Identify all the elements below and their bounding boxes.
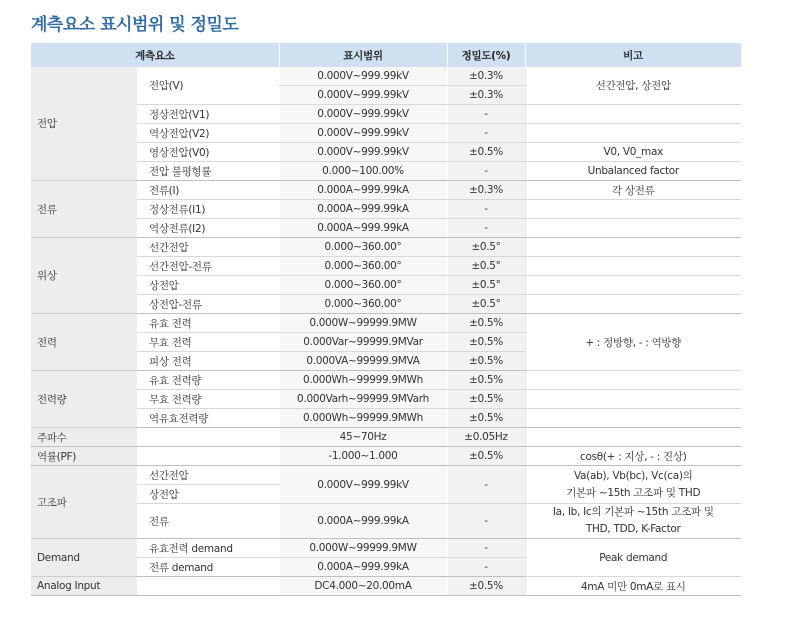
- accuracy-cell: -: [447, 219, 525, 238]
- note-cell: Unbalanced factor: [525, 162, 741, 181]
- category-demand: Demand: [31, 539, 137, 577]
- table-row: [31, 539, 741, 558]
- note-cell: [525, 238, 741, 257]
- range-cell: 0.000VA~99999.9MVA: [279, 352, 447, 371]
- range-cell: 0.000V~999.99kV: [279, 124, 447, 143]
- accuracy-cell: ±0.3%: [447, 67, 525, 86]
- range-cell: 0.000~360.00°: [279, 295, 447, 314]
- table-row: [31, 428, 741, 447]
- range-cell: DC4.000~20.00mA: [279, 577, 447, 596]
- table-row: [31, 504, 741, 539]
- item-label: 정상전류(I1): [137, 200, 279, 219]
- range-cell: 0.000~360.00°: [279, 238, 447, 257]
- header-element: 계측요소: [31, 43, 279, 67]
- note-cell: [525, 276, 741, 295]
- table-row: [31, 200, 741, 219]
- range-cell: 0.000V~999.99kV: [279, 105, 447, 124]
- note-cell: [525, 200, 741, 219]
- table-row: [31, 162, 741, 181]
- accuracy-cell: ±0.5%: [447, 333, 525, 352]
- table-row: [31, 371, 741, 390]
- header-accuracy: 정밀도(%): [447, 43, 525, 67]
- table-row: [31, 390, 741, 409]
- item-label: [137, 428, 279, 447]
- note-cell: + : 정방향, - : 역방향: [525, 314, 741, 371]
- category-voltage: 전압: [31, 67, 137, 181]
- category-analog-input: Analog Input: [31, 577, 137, 596]
- item-label: 상전압: [137, 485, 279, 504]
- range-cell: 0.000V~999.99kV: [279, 143, 447, 162]
- accuracy-cell: -: [447, 105, 525, 124]
- item-label: 역상전압(V2): [137, 124, 279, 143]
- range-cell: -1.000~1.000: [279, 447, 447, 466]
- range-cell: 0.000~360.00°: [279, 276, 447, 295]
- item-label: 피상 전력: [137, 352, 279, 371]
- note-cell: 각 상전류: [525, 181, 741, 200]
- item-label: 선간전압-전류: [137, 257, 279, 276]
- category-power-factor: 역률(PF): [31, 447, 137, 466]
- category-phase: 위상: [31, 238, 137, 314]
- accuracy-cell: ±0.5%: [447, 314, 525, 333]
- range-cell: 45~70Hz: [279, 428, 447, 447]
- item-label: 선간전압: [137, 238, 279, 257]
- table-row: [31, 314, 741, 333]
- range-cell: 0.000A~999.99kA: [279, 200, 447, 219]
- accuracy-cell: -: [447, 162, 525, 181]
- range-cell: 0.000V~999.99kV: [279, 466, 447, 504]
- category-energy: 전력량: [31, 371, 137, 428]
- harmonic-voltage-note-line1: Va(ab), Vb(bc), Vc(ca)의: [573, 469, 693, 482]
- accuracy-cell: ±0.5%: [447, 352, 525, 371]
- item-label: [137, 447, 279, 466]
- item-label: 상전압-전류: [137, 295, 279, 314]
- item-label: 무효 전력량: [137, 390, 279, 409]
- note-cell: [525, 105, 741, 124]
- accuracy-cell: ±0.5°: [447, 238, 525, 257]
- accuracy-cell: ±0.5°: [447, 295, 525, 314]
- note-cell: 4mA 미만 0mA로 표시: [525, 577, 741, 596]
- harmonic-current-note-line1: Ia, Ib, Ic의 기본파 ~15th 고조파 및: [552, 506, 714, 518]
- range-cell: 0.000V~999.99kV: [279, 67, 447, 86]
- category-power: 전력: [31, 314, 137, 371]
- accuracy-cell: ±0.5%: [447, 577, 525, 596]
- harmonic-voltage-note-line2: 기본파 ~15th 고조파 및 THD: [566, 486, 701, 499]
- table-row: [31, 238, 741, 257]
- range-cell: 0.000Varh~99999.9MVarh: [279, 390, 447, 409]
- note-cell: 선간전압, 상전압: [525, 67, 741, 105]
- item-label: 전류 demand: [137, 558, 279, 577]
- table-row: [31, 181, 741, 200]
- range-cell: 0.000V~999.99kV: [279, 86, 447, 105]
- category-current: 전류: [31, 181, 137, 238]
- note-cell: [525, 428, 741, 447]
- header-range: 표시범위: [279, 43, 447, 67]
- range-cell: 0.000W~99999.9MW: [279, 539, 447, 558]
- accuracy-cell: ±0.3%: [447, 86, 525, 105]
- accuracy-cell: ±0.5°: [447, 276, 525, 295]
- item-label: 유효 전력: [137, 314, 279, 333]
- accuracy-cell: -: [447, 539, 525, 558]
- note-cell: [525, 257, 741, 276]
- item-label: 영상전압(V0): [137, 143, 279, 162]
- header-note: 비고: [525, 43, 741, 67]
- note-cell: [525, 124, 741, 143]
- spec-table: [31, 43, 742, 596]
- range-cell: 0.000A~999.99kA: [279, 219, 447, 238]
- note-cell: [525, 409, 741, 428]
- table-row: [31, 219, 741, 238]
- range-cell: 0.000A~999.99kA: [279, 181, 447, 200]
- accuracy-cell: ±0.5%: [447, 371, 525, 390]
- note-cell: [525, 504, 741, 539]
- item-label: 전압(V): [137, 67, 279, 105]
- note-cell: [525, 295, 741, 314]
- note-cell: V0, V0_max: [525, 143, 741, 162]
- accuracy-cell: ±0.5%: [447, 143, 525, 162]
- note-cell: cosθ(+ : 지상, - : 진상): [525, 447, 741, 466]
- range-cell: 0.000Var~99999.9MVar: [279, 333, 447, 352]
- item-label: 역상전류(I2): [137, 219, 279, 238]
- accuracy-cell: ±0.5%: [447, 447, 525, 466]
- table-row: [31, 577, 741, 596]
- accuracy-cell: -: [447, 124, 525, 143]
- table-row: [31, 276, 741, 295]
- range-cell: 0.000A~999.99kA: [279, 558, 447, 577]
- accuracy-cell: ±0.05Hz: [447, 428, 525, 447]
- category-harmonic: 고조파: [31, 466, 137, 539]
- range-cell: 0.000W~99999.9MW: [279, 314, 447, 333]
- page-title: 계측요소 표시범위 및 정밀도: [31, 15, 239, 35]
- harmonic-current-note-line2: THD, TDD, K-Factor: [585, 523, 681, 535]
- table-row: [31, 257, 741, 276]
- item-label: 전류(I): [137, 181, 279, 200]
- range-cell: 0.000A~999.99kA: [279, 504, 447, 539]
- range-cell: 0.000~360.00°: [279, 257, 447, 276]
- accuracy-cell: -: [447, 558, 525, 577]
- note-cell: [525, 390, 741, 409]
- table-row: [31, 409, 741, 428]
- accuracy-cell: -: [447, 504, 525, 539]
- accuracy-cell: -: [447, 466, 525, 504]
- table-row: [31, 124, 741, 143]
- item-label: 역유효전력량: [137, 409, 279, 428]
- table-row: [31, 447, 741, 466]
- category-frequency: 주파수: [31, 428, 137, 447]
- accuracy-cell: ±0.5°: [447, 257, 525, 276]
- table-row: [31, 105, 741, 124]
- item-label: 전압 불평형률: [137, 162, 279, 181]
- item-label: 유효 전력량: [137, 371, 279, 390]
- table-row: [31, 466, 741, 485]
- item-label: 전류: [137, 504, 279, 539]
- item-label: 상전압: [137, 276, 279, 295]
- note-cell: Peak demand: [525, 539, 741, 577]
- accuracy-cell: ±0.5%: [447, 409, 525, 428]
- accuracy-cell: ±0.5%: [447, 390, 525, 409]
- note-cell: [525, 219, 741, 238]
- table-row: [31, 295, 741, 314]
- item-label: 유효전력 demand: [137, 539, 279, 558]
- item-label: 정상전압(V1): [137, 105, 279, 124]
- range-cell: 0.000Wh~99999.9MWh: [279, 409, 447, 428]
- item-label: [137, 577, 279, 596]
- table-header-row: [31, 43, 741, 67]
- table-row: [31, 67, 741, 86]
- note-cell: [525, 466, 741, 504]
- accuracy-cell: ±0.3%: [447, 181, 525, 200]
- note-cell: [525, 371, 741, 390]
- range-cell: 0.000~100.00%: [279, 162, 447, 181]
- range-cell: 0.000Wh~99999.9MWh: [279, 371, 447, 390]
- accuracy-cell: -: [447, 200, 525, 219]
- table-row: [31, 143, 741, 162]
- item-label: 무효 전력: [137, 333, 279, 352]
- item-label: 선간전압: [137, 466, 279, 485]
